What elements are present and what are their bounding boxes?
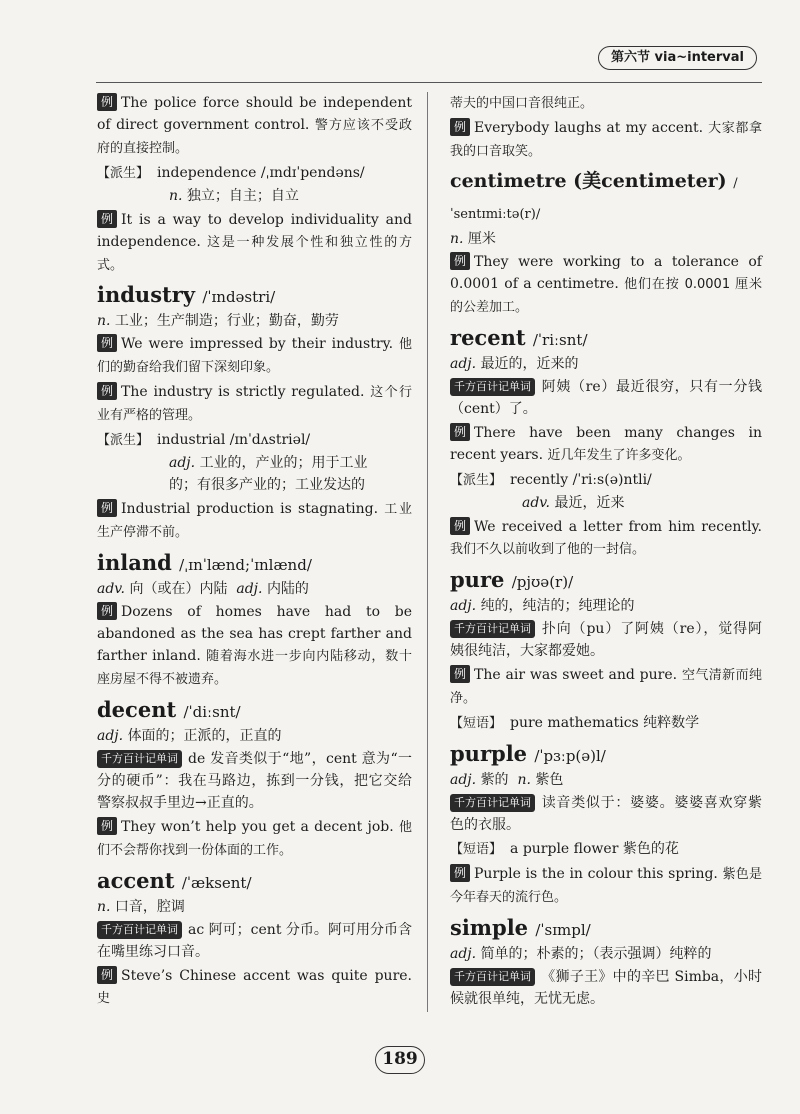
definition: adj. 体面的；正派的，正直的 <box>97 728 282 744</box>
left-column <box>97 90 412 1015</box>
example-sentence: 例 The police force should be independent of direct government control. 警方应该不受政府的直接控制。 <box>97 95 412 156</box>
definition: n. 厘米 <box>450 231 496 247</box>
memory-tip: 千方百计记单词 读音类似于：婆婆。婆婆喜欢穿紫色的衣服。 <box>450 795 762 833</box>
example-sentence: 例 There have been many changes in recent years. 近几年发生了许多变化。 <box>450 425 762 463</box>
column-divider <box>427 92 428 1012</box>
entry-inland <box>97 549 412 691</box>
derivative-tag: 【派生】 <box>97 166 150 181</box>
entry-simple <box>450 914 762 1010</box>
headword: inland /ˌɪnˈlænd;ˈɪnlænd/ <box>97 550 312 575</box>
definition: adj. 紫的 n. 紫色 <box>450 772 564 788</box>
headword: decent /ˈdiːsnt/ <box>97 697 241 722</box>
definition: adj. 纯的，纯洁的；纯理论的 <box>450 598 635 614</box>
entry-industry <box>97 281 412 544</box>
section-header: 第六节 via~interval <box>598 46 757 70</box>
memory-tip: 千方百计记单词 扑向（pu）了阿姨（re），觉得阿姨很纯洁，大家都爱她。 <box>450 621 762 659</box>
example-tag: 例 <box>97 93 117 111</box>
example-sentence: 例 We were impressed by their industry. 他们的勤奋给我们留下深刻印象。 <box>97 336 412 375</box>
definition: adv. 向（或在）内陆 adj. 内陆的 <box>97 581 309 597</box>
entry-recent <box>450 324 762 561</box>
header-rule <box>96 82 762 83</box>
example-sentence: 例 Steve’s Chinese accent was quite pure. 史 <box>97 968 412 1006</box>
headword: simple /ˈsɪmpl/ <box>450 915 591 940</box>
headword: recent /ˈriːsnt/ <box>450 325 588 350</box>
memory-tag: 千方百计记单词 <box>97 750 182 768</box>
derivative-block: 【派生】 recently /ˈriːs(ə)ntli/ adv. 最近，近来 <box>450 472 652 511</box>
definition: n. 工业；生产制造；行业；勤奋，勤劳 <box>97 313 339 329</box>
page-number: 189 <box>375 1046 425 1074</box>
example-sentence: 例 Dozens of homes have had to be abandoned as the sea has crept farther and farther inland. 随着海水进一步向内陆移动，数十座房屋不得不被遗弃。 <box>97 604 412 687</box>
phrase-block: 【短语】 pure mathematics 纯粹数学 <box>450 715 700 731</box>
example-sentence: 例 It is a way to develop individuality and independence. 这是一种发展个性和独立性的方式。 <box>97 212 412 273</box>
headword: pure /pjʊə(r)/ <box>450 567 574 592</box>
example-sentence: 例 The industry is strictly regulated. 这个行业有严格的管理。 <box>97 384 412 423</box>
entry-purple <box>450 740 762 909</box>
example-sentence: 例 Purple is the in colour this spring. 紫色是今年春天的流行色。 <box>450 866 762 905</box>
memory-tip: 千方百计记单词 《狮子王》中的辛巴 Simba，小时候就很单纯，无忧无虑。 <box>450 969 762 1007</box>
memory-tip: 千方百计记单词 de 发音类似于“地”，cent 意为“一分的硬币”：我在马路边，拣到一分钱，把它交给警察叔叔手里边→正直的。 <box>97 751 412 811</box>
entry-centimetre <box>450 167 762 319</box>
headword: accent /ˈæksent/ <box>97 868 252 893</box>
example-sentence: 例 The air was sweet and pure. 空气清新而纯净。 <box>450 667 762 706</box>
entry-pure <box>450 566 762 735</box>
derivative-block: 【派生】 independence /ˌɪndɪˈpendəns/ n. 独立；自主；自立 <box>97 165 365 204</box>
example-sentence: 例 They won’t help you get a decent job. 他们不会帮你找到一份体面的工作。 <box>97 819 413 858</box>
example-sentence: 例 Industrial production is stagnating. 工业生产停滞不前。 <box>97 501 412 540</box>
memory-tip: 千方百计记单词 ac 阿可；cent 分币。阿可用分币含在嘴里练习口音。 <box>97 922 412 960</box>
entry-decent <box>97 696 412 862</box>
phrase-block: 【短语】 a purple flower 紫色的花 <box>450 841 679 857</box>
entry-accent <box>97 867 412 1010</box>
headword: purple /ˈpɜːp(ə)l/ <box>450 741 606 766</box>
phrase-tag: 【短语】 <box>450 716 503 731</box>
example-sentence: 例 They were working to a tolerance of 0.0001 of a centimetre. 他们在按 0.0001 厘米的公差加工。 <box>450 254 762 315</box>
headword: industry /ˈɪndəstri/ <box>97 282 276 307</box>
headword: centimetre (美centimeter) /ˈsentɪmiːtə(r)/ <box>450 170 738 222</box>
definition: adj. 简单的；朴素的；（表示强调）纯粹的 <box>450 946 712 962</box>
example-sentence: 例 Everybody laughs at my accent. 大家都拿我的口音取笑。 <box>450 120 762 159</box>
definition: adj. 最近的，近来的 <box>450 356 579 372</box>
example-sentence: 例 We received a letter from him recently. 我们不久以前收到了他的一封信。 <box>450 519 762 557</box>
definition: n. 口音，腔调 <box>97 899 185 915</box>
memory-tip: 千方百计记单词 阿姨（re）最近很穷，只有一分钱（cent）了。 <box>450 379 762 417</box>
continued-text: 蒂夫的中国口音很纯正。 <box>450 96 594 111</box>
right-column <box>450 90 762 1015</box>
derivative-block: 【派生】 industrial /ɪnˈdʌstriəl/ adj. 工业的，产业的；用于工业 的；有很多产业的；工业发达的 <box>97 432 368 493</box>
